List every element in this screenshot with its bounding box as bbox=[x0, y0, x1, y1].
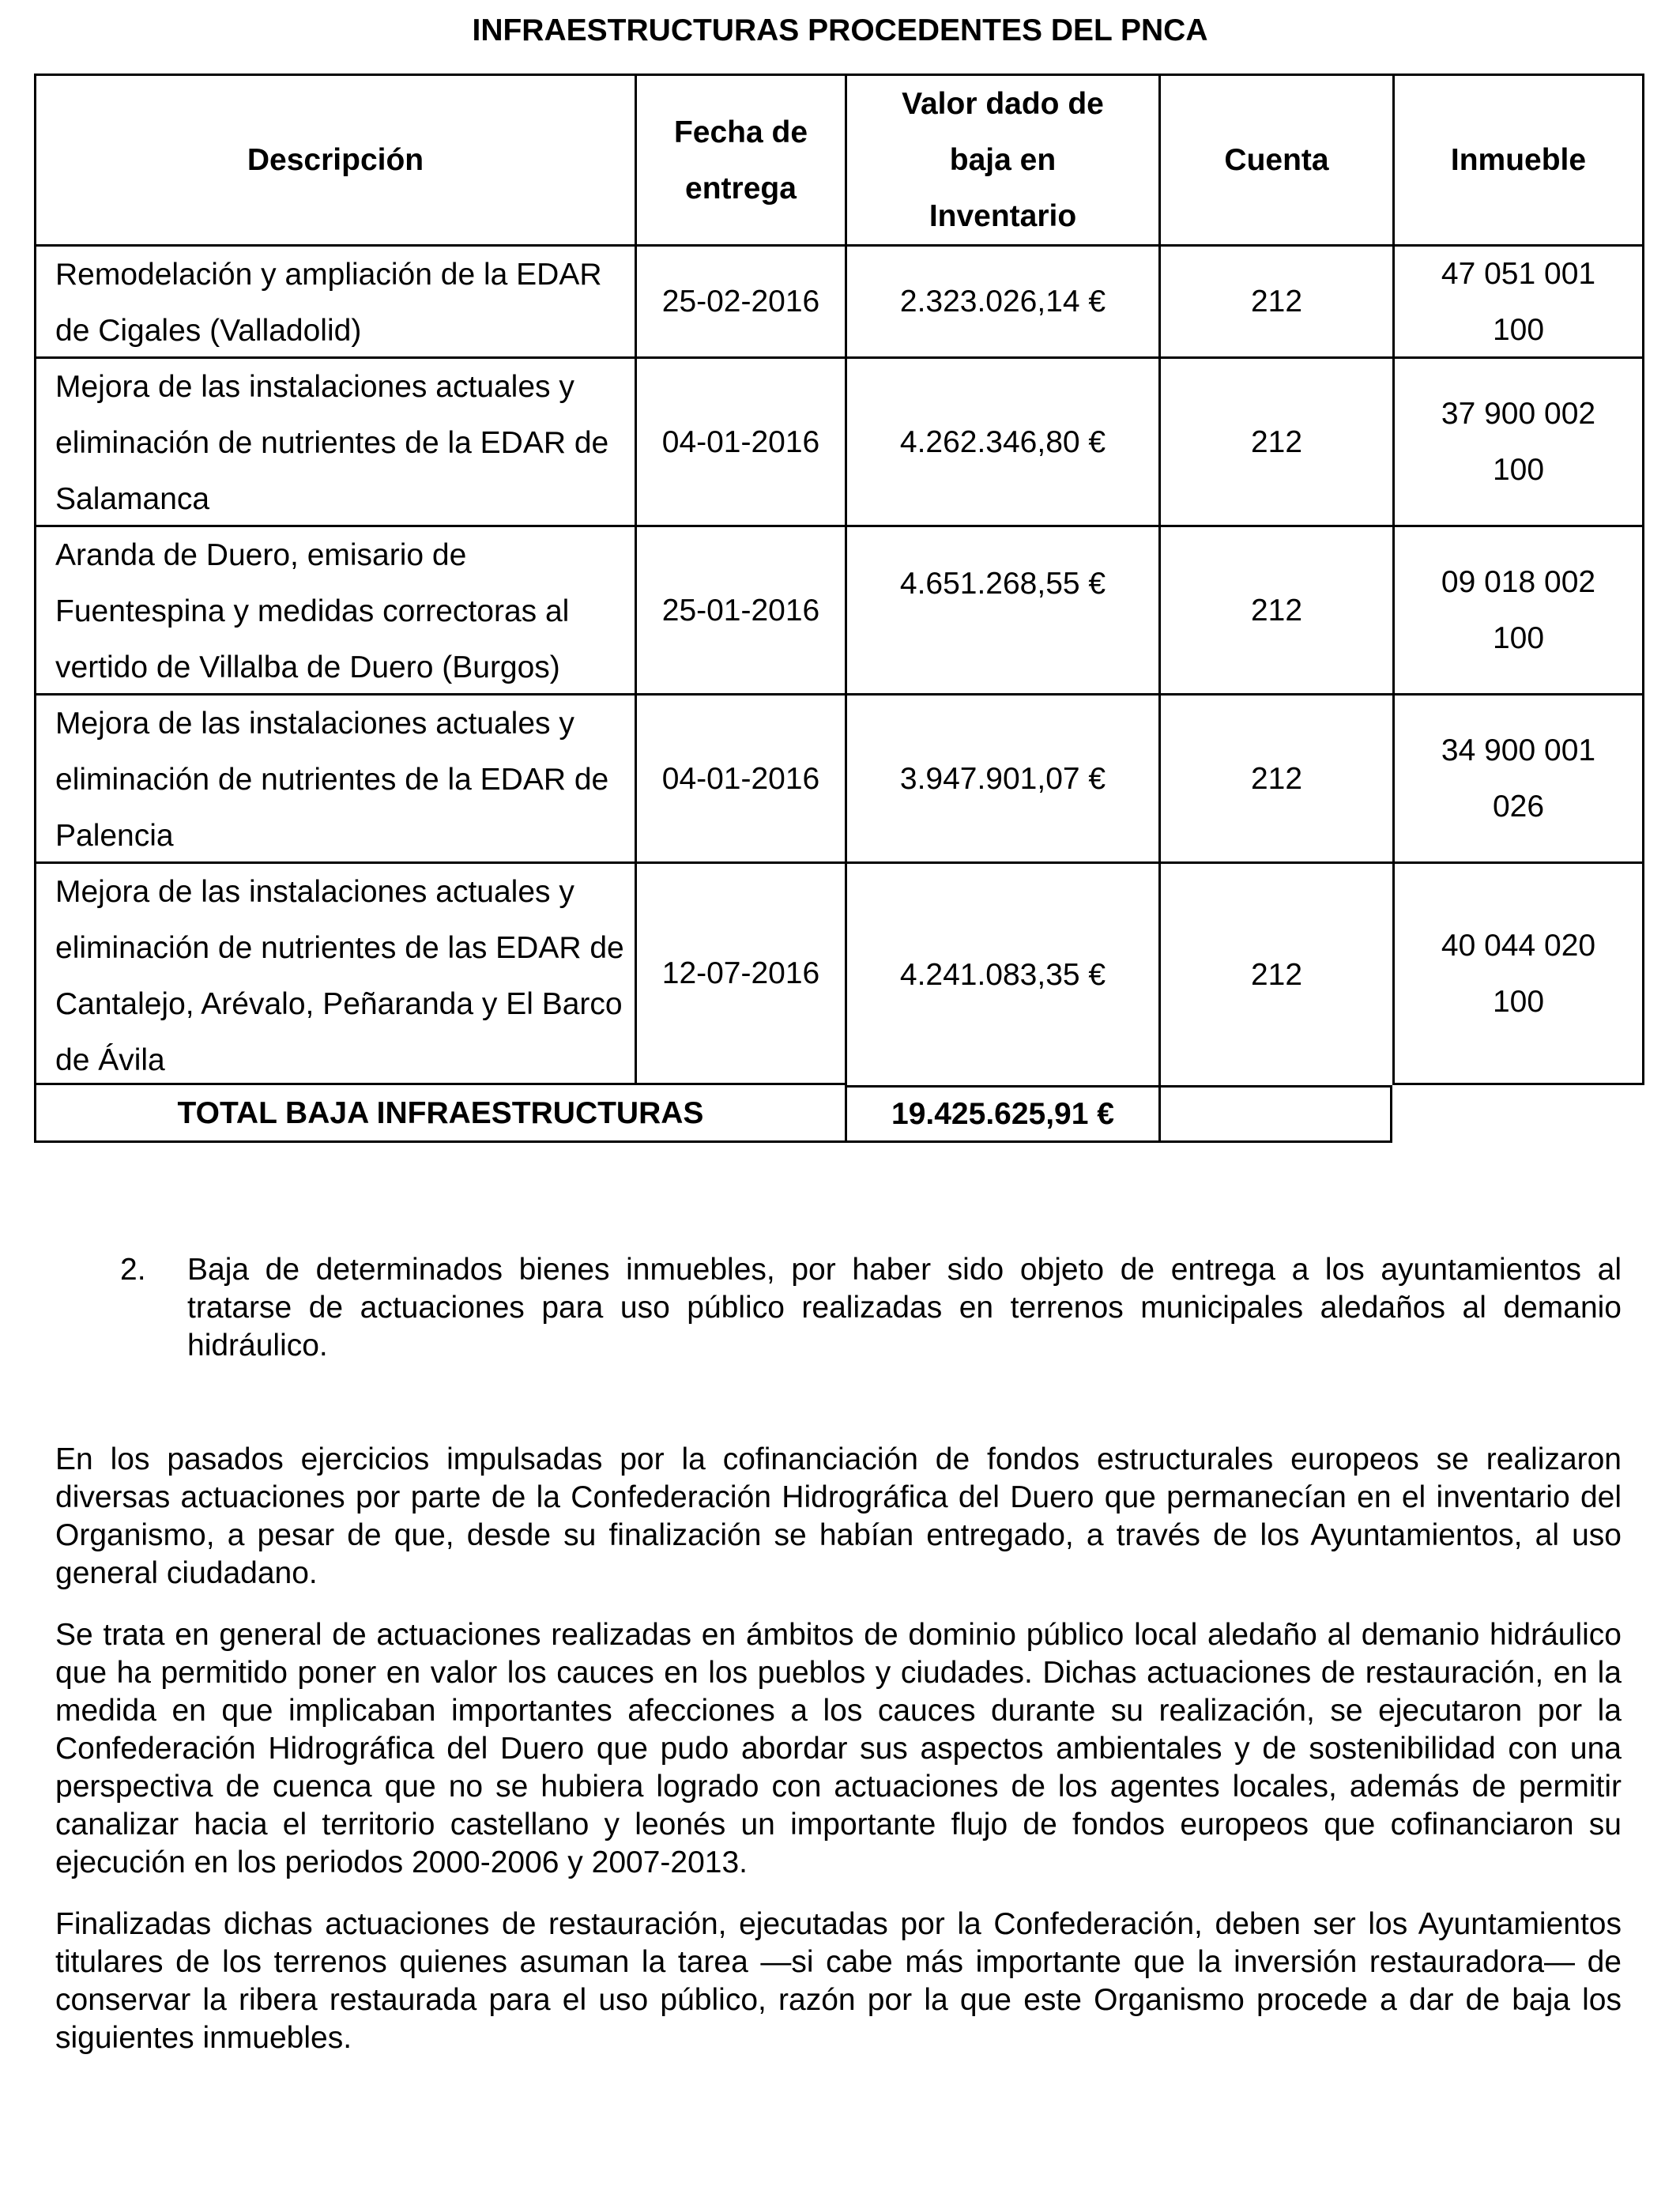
row3-valor: 4.651.268,55 € bbox=[845, 525, 1158, 693]
row5-descripcion: Mejora de las instalaciones actuales y eliminación de nutrientes de las EDAR de Cantalejo, Arévalo, Peñaranda y El Barco de Ávila bbox=[34, 861, 635, 1085]
row3-cuenta: 212 bbox=[1158, 525, 1392, 693]
header-descripcion: Descripción bbox=[34, 74, 635, 244]
infrastructure-table bbox=[34, 74, 1644, 1142]
row3-descripcion: Aranda de Duero, emisario de Fuentespina y medidas correctoras al vertido de Villalba de Duero (Burgos) bbox=[34, 525, 635, 693]
row4-inmueble: 34 900 001 026 bbox=[1392, 693, 1644, 861]
list-item-text: Baja de determinados bienes inmuebles, por haber sido objeto de entrega a los ayuntamientos al tratarse de actuaciones para uso público realizadas en terrenos municipales aledaños al demanio hidráulico. bbox=[187, 1253, 1622, 1363]
row3-inmueble: 09 018 002 100 bbox=[1392, 525, 1644, 693]
paragraph-3: Finalizadas dichas actuaciones de restauración, ejecutadas por la Confederación, deben ser los Ayuntamientos titulares de los terrenos quienes asuman la tarea —si cabe más importante que la inversión restauradora— de conservar la ribera restaurada para el uso público, razón por la que este Organismo procede a dar de baja los siguientes inmuebles. bbox=[55, 1907, 1622, 2055]
header-inmueble: Inmueble bbox=[1392, 74, 1644, 244]
row5-cuenta: 212 bbox=[1158, 861, 1392, 1085]
paragraph-1: En los pasados ejercicios impulsadas por la cofinanciación de fondos estructurales europeos se realizaron diversas actuaciones por parte de la Confederación Hidrográfica del Duero que permanecían en el inventario del Organismo, a pesar de que, desde su finalización se habían entregado, a través de los Ayuntamientos, al uso general ciudadano. bbox=[55, 1442, 1622, 1590]
row3-fecha: 25-01-2016 bbox=[635, 525, 845, 693]
list-item-number: 2. bbox=[120, 1253, 146, 1287]
row4-valor: 3.947.901,07 € bbox=[845, 693, 1158, 861]
row1-fecha: 25-02-2016 bbox=[635, 244, 845, 356]
page-title: INFRAESTRUCTURAS PROCEDENTES DEL PNCA bbox=[472, 13, 1208, 47]
row5-valor: 4.241.083,35 € bbox=[845, 861, 1158, 1085]
row4-fecha: 04-01-2016 bbox=[635, 693, 845, 861]
row5-fecha: 12-07-2016 bbox=[635, 861, 845, 1085]
row2-fecha: 04-01-2016 bbox=[635, 356, 845, 525]
row5-inmueble: 40 044 020 100 bbox=[1392, 861, 1644, 1085]
row2-inmueble: 37 900 002 100 bbox=[1392, 356, 1644, 525]
header-cuenta: Cuenta bbox=[1158, 74, 1392, 244]
row1-inmueble: 47 051 001 100 bbox=[1392, 244, 1644, 356]
row1-descripcion: Remodelación y ampliación de la EDAR de Cigales (Valladolid) bbox=[34, 244, 635, 356]
row2-descripcion: Mejora de las instalaciones actuales y eliminación de nutrientes de la EDAR de Salamanca bbox=[34, 356, 635, 525]
paragraph-2: Se trata en general de actuaciones realizadas en ámbitos de dominio público local aledaño al demanio hidráulico que ha permitido poner en valor los cauces en los pueblos y ciudades. Dichas actuaciones de restauración, en la medida en que implicaban importantes afecciones a los cauces durante su realización, se ejecutaron por la Confederación Hidrográfica del Duero que pudo abordar sus aspectos ambientales y de sostenibilidad con una perspectiva de cuenca que no se hubiera logrado con actuaciones de los agentes locales, además de permitir canalizar hacia el territorio castellano y leonés un importante flujo de fondos europeos que cofinanciaron su ejecución en los periodos 2000-2006 y 2007-2013. bbox=[55, 1618, 1622, 1879]
total-cuenta-empty bbox=[1158, 1085, 1392, 1143]
row2-cuenta: 212 bbox=[1158, 356, 1392, 525]
row4-descripcion: Mejora de las instalaciones actuales y eliminación de nutrientes de la EDAR de Palencia bbox=[34, 693, 635, 861]
row1-valor: 2.323.026,14 € bbox=[845, 244, 1158, 356]
header-fecha: Fecha de entrega bbox=[635, 74, 845, 244]
row2-valor: 4.262.346,80 € bbox=[845, 356, 1158, 525]
row4-cuenta: 212 bbox=[1158, 693, 1392, 861]
total-label: TOTAL BAJA INFRAESTRUCTURAS bbox=[34, 1085, 845, 1143]
total-value: 19.425.625,91 € bbox=[845, 1085, 1158, 1143]
row1-cuenta: 212 bbox=[1158, 244, 1392, 356]
header-valor: Valor dado de baja en Inventario bbox=[845, 74, 1158, 244]
